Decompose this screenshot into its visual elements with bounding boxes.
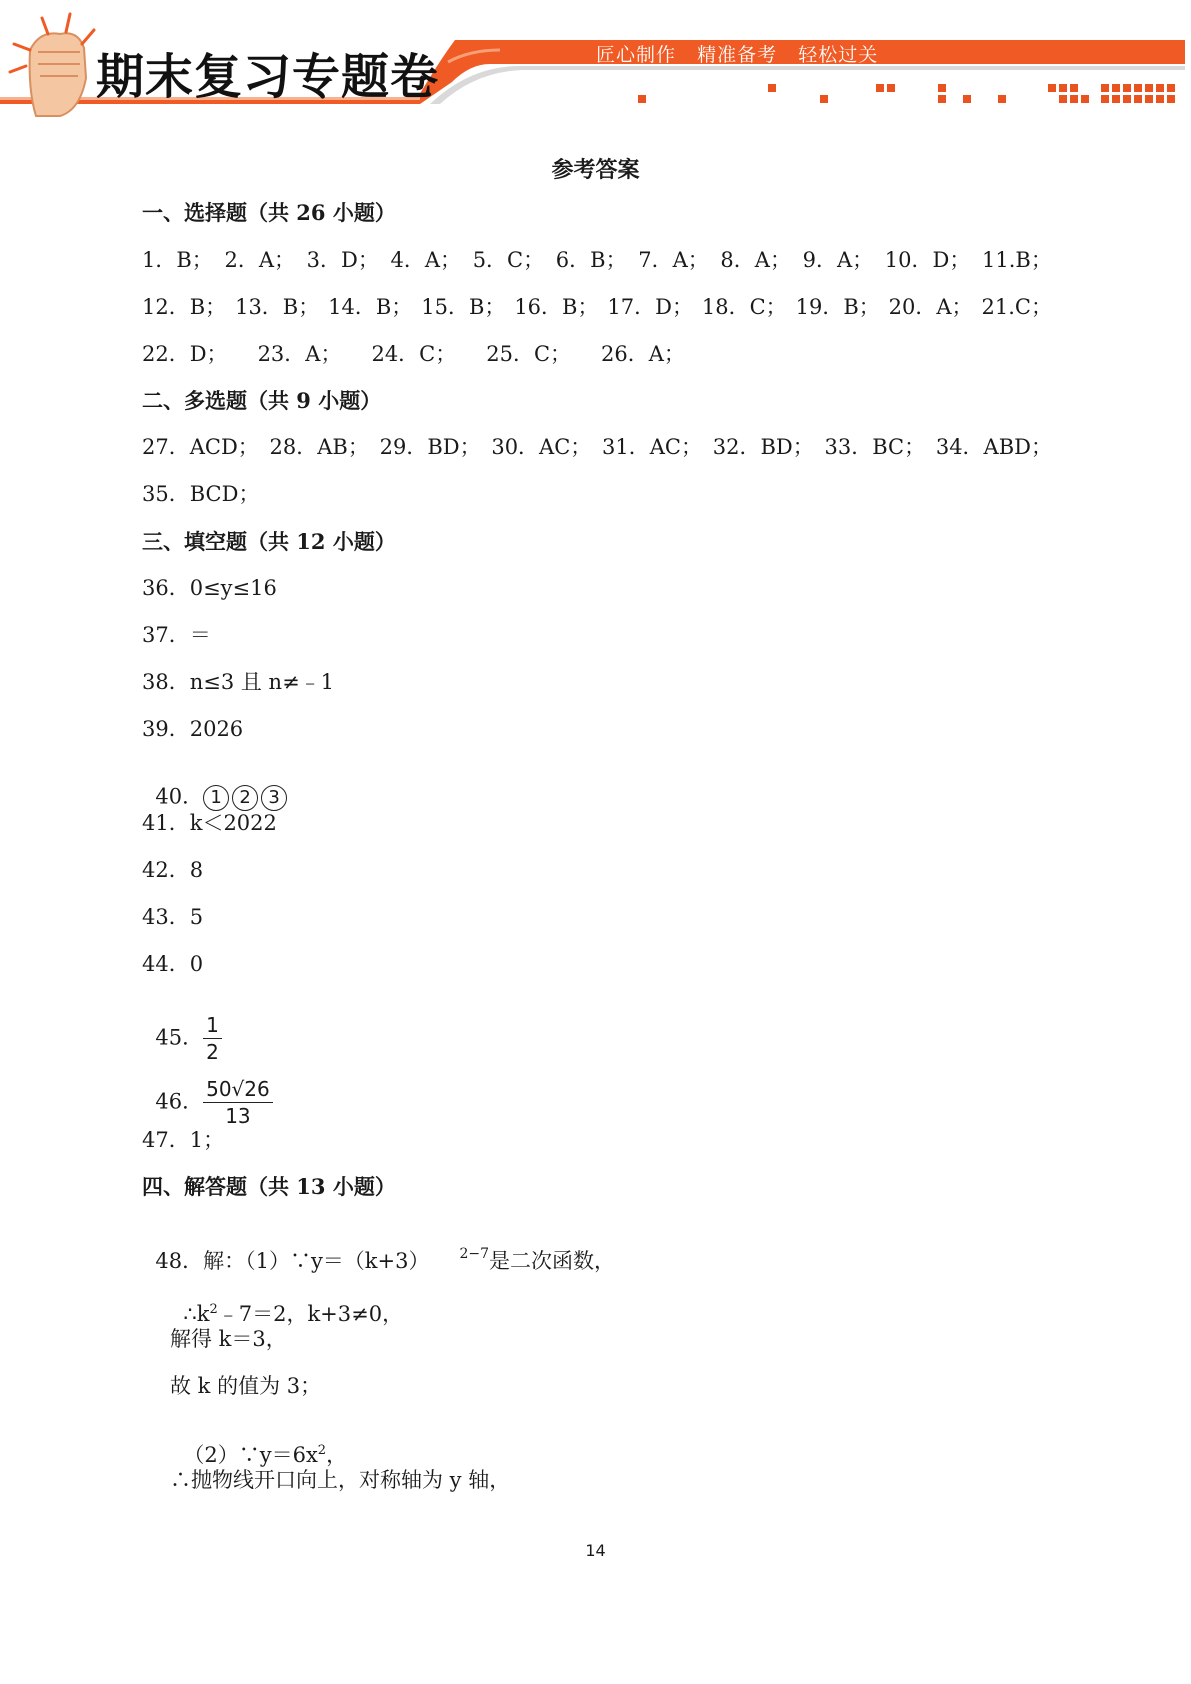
- answer-item: 8．A；: [720, 248, 791, 272]
- sqrt-coefficient: 50: [206, 1077, 232, 1101]
- answer-item: 5．C；: [472, 248, 545, 272]
- answer-item: 23．A；: [257, 342, 342, 366]
- answer-39: 39．2026: [142, 717, 244, 741]
- solution-48-line-1: [142, 1230, 615, 1272]
- answer-item: 24．C；: [371, 342, 457, 366]
- answer-label: 40．: [155, 784, 204, 809]
- answer-row: [142, 437, 1052, 458]
- answer-41: 41．k＜2022: [142, 811, 277, 835]
- answer-item: 25．C；: [486, 342, 572, 366]
- answer-item: 34．ABD；: [935, 435, 1052, 459]
- answer-item: 31．AC；: [602, 435, 702, 459]
- superscript: 2: [317, 1443, 327, 1458]
- solution-48-line-5: [170, 1423, 347, 1466]
- circled-number: 2: [232, 785, 258, 811]
- answer-row: [142, 344, 1052, 365]
- header-title: 期末复习专题卷: [96, 49, 440, 105]
- answer-label: 46．: [155, 1089, 204, 1114]
- answer-item: 32．BD；: [712, 435, 814, 459]
- answer-item: 28．AB；: [269, 435, 369, 459]
- section-heading-multi: 二、多选题（共 9 小题）: [142, 388, 382, 413]
- answer-item: 20．A；: [888, 295, 973, 319]
- answer-37: 37．＝: [142, 623, 211, 647]
- answer-item: 17．D；: [607, 295, 693, 319]
- answer-item: 13．B；: [235, 295, 320, 319]
- solution-text: （2）∵y＝6x: [183, 1443, 318, 1467]
- decorative-dots: [638, 84, 1175, 103]
- answer-40: [142, 764, 290, 811]
- answer-label: 45．: [155, 1025, 204, 1050]
- answer-item: 19．B；: [795, 295, 880, 319]
- answer-row: [142, 297, 1052, 318]
- answer-44: 44．0: [142, 952, 204, 976]
- section-heading-fill: 三、填空题（共 12 小题）: [142, 529, 396, 554]
- answer-item: 26．A；: [601, 342, 685, 366]
- answer-item: 4．A；: [390, 248, 462, 272]
- answer-46: [142, 1057, 273, 1128]
- answer-item: 18．C；: [701, 295, 787, 319]
- answer-38: 38．n≤3 且 n≠﹣1: [142, 670, 335, 694]
- page-number: 14: [585, 1541, 606, 1560]
- circled-number: 3: [261, 785, 287, 811]
- superscript: 2: [209, 1302, 218, 1317]
- answer-item: 14．B；: [328, 295, 413, 319]
- answer-item: 9．A；: [802, 248, 874, 272]
- fraction-numerator: [203, 1078, 273, 1103]
- answer-item: 10．D；: [884, 248, 971, 272]
- answer-36: 36．0≤y≤16: [142, 576, 277, 600]
- fraction-denominator: 2: [206, 1040, 219, 1064]
- superscript: 2−7: [459, 1246, 490, 1262]
- fraction: [203, 1078, 273, 1128]
- answer-43: 43．5: [142, 905, 204, 929]
- page-header: [0, 0, 1191, 120]
- answer-item: 6．B；: [555, 248, 627, 272]
- answer-item: 21.C；: [981, 295, 1052, 319]
- answer-item: 11.B；: [982, 248, 1052, 272]
- answer-item: 30．AC；: [491, 435, 592, 459]
- sqrt-radicand: 26: [244, 1077, 270, 1101]
- answer-47: 47．1；: [142, 1128, 225, 1152]
- solution-48-line-6: ∴抛物线开口向上，对称轴为 y 轴，: [170, 1468, 511, 1492]
- answer-item: 15．B；: [421, 295, 506, 319]
- circled-number: 1: [203, 785, 229, 811]
- answer-item: 16．B；: [514, 295, 599, 319]
- solution-text: ﹣7＝2，k+3≠0，: [217, 1302, 404, 1326]
- answer-row: [142, 250, 1052, 271]
- solution-text: 是二次函数，: [489, 1249, 616, 1273]
- section-heading-solve: 四、解答题（共 13 小题）: [142, 1174, 396, 1199]
- answer-item: 7．A；: [638, 248, 709, 272]
- solution-48-line-2: [170, 1282, 403, 1325]
- header-slogan: 匠心制作 精准备考 轻松过关: [596, 44, 879, 66]
- document-title: 参考答案: [551, 157, 640, 183]
- section-heading-choice: 一、选择题（共 26 小题）: [142, 200, 396, 225]
- solution-text: 48．解：（1）∵y＝（k+3）: [155, 1249, 430, 1273]
- fraction-numerator: 1: [203, 1014, 222, 1039]
- answer-item: 29．BD；: [379, 435, 481, 459]
- solution-48-line-4: 故 k 的值为 3；: [170, 1374, 322, 1398]
- answer-45: [142, 993, 222, 1064]
- answer-item: 1．B；: [142, 248, 213, 272]
- answer-item: 3．D；: [306, 248, 379, 272]
- answer-item: 12．B；: [142, 295, 227, 319]
- answer-item: 2．A；: [224, 248, 295, 272]
- sqrt-symbol: √: [231, 1077, 245, 1101]
- answer-item: 33．BC；: [824, 435, 926, 459]
- fraction-denominator: 13: [225, 1104, 251, 1128]
- solution-text: ，: [326, 1443, 348, 1467]
- solution-text: ∴k: [183, 1302, 210, 1326]
- answer-item: 22．D；: [142, 342, 228, 366]
- answer-42: 42．8: [142, 858, 204, 882]
- answer-item: 35．BCD；: [142, 482, 260, 506]
- answer-item: 27．ACD；: [142, 435, 259, 459]
- solution-48-line-3: 解得 k＝3，: [170, 1327, 287, 1351]
